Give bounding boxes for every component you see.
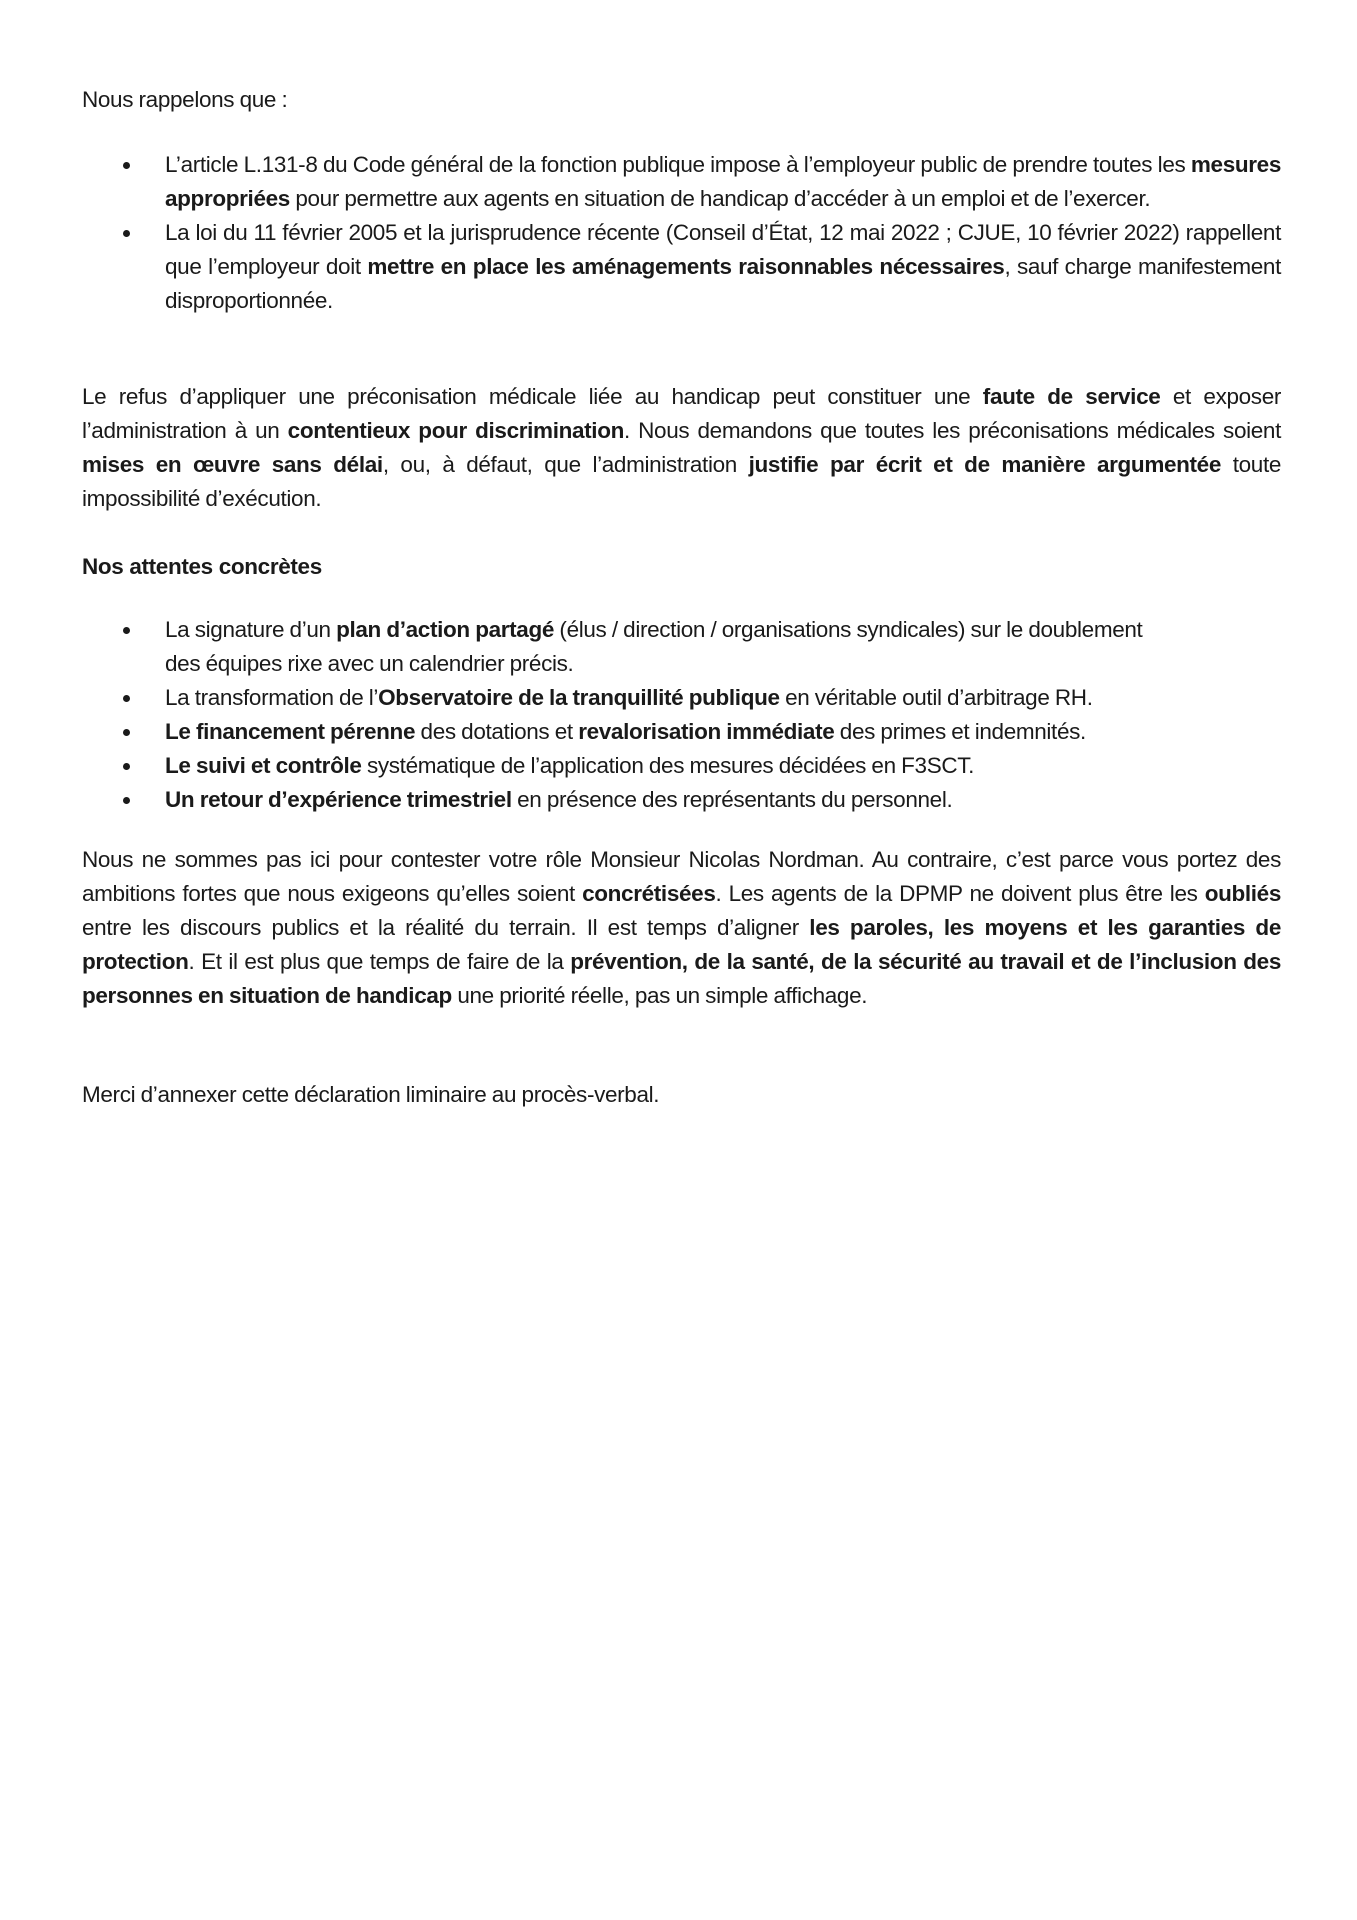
bullet-icon [123, 695, 130, 702]
bold-text: Un retour d’expérience trimestriel [165, 787, 512, 812]
expectation-text [165, 719, 1086, 744]
bold-text: Le financement pérenne [165, 719, 416, 744]
intro-line [82, 83, 1281, 117]
text-run: La loi du 11 février 2005 et la jurisprudence récente (Conseil d’État, 12 mai 2022 ; CJUE, 10 février 2022) rappellent que l’employeur doit [165, 220, 1281, 279]
expectation-text [165, 753, 974, 778]
section-heading: Nos attentes concrètes [82, 554, 322, 579]
text-run: , ou, à défaut, que l’administration [382, 452, 749, 477]
bold-text: mesures appropriées [165, 152, 1281, 211]
reminders-list [82, 148, 1281, 318]
text-run: systématique de l’application des mesures décidées en F3SCT. [361, 753, 975, 778]
text-run: . Les agents de la DPMP ne doivent plus être les [715, 881, 1205, 906]
bold-text: justifie par écrit et de manière argumentée [748, 452, 1222, 477]
text-run: des primes et indemnités. [834, 719, 1086, 744]
bullet-icon [123, 230, 130, 237]
text-run: (élus / direction / organisations syndicales) sur le doublement des équipes rixe avec un calendrier précis. [165, 617, 1143, 676]
text-run: entre les discours publics et la réalité du terrain. Il est temps d’aligner [82, 915, 810, 940]
bold-text: concrétisées [582, 881, 716, 906]
text-run: et exposer l’administration à un [82, 384, 1282, 443]
bold-text: Le suivi et contrôle [165, 753, 362, 778]
bold-text: les paroles, les moyens et les garanties de protection [82, 915, 1281, 974]
bold-text: prévention, de la santé, de la sécurité au travail et de l’inclusion des personnes en situation de handicap [82, 949, 1282, 1008]
refusal-paragraph [82, 380, 1281, 516]
list-item [82, 783, 1281, 817]
closing-text [82, 847, 1281, 1008]
list-item [82, 613, 1281, 681]
bullet-icon [123, 797, 130, 804]
text-run: . Et il est plus que temps de faire de la [188, 949, 571, 974]
text-run: pour permettre aux agents en situation de handicap d’accéder à un emploi et de l’exercer. [289, 186, 1151, 211]
text-run: La transformation de l’ [165, 685, 379, 710]
bold-text: oubliés [1204, 881, 1281, 906]
closing-paragraph [82, 843, 1281, 1013]
refusal-text [82, 384, 1281, 511]
text-run: une priorité réelle, pas un simple affichage. [451, 983, 868, 1008]
text-run: , sauf charge manifestement disproportionnée. [165, 254, 1281, 313]
bullet-icon [123, 162, 130, 169]
list-item [82, 681, 1281, 715]
bold-text: plan d’action partagé [336, 617, 555, 642]
text-run: en véritable outil d’arbitrage RH. [779, 685, 1093, 710]
text-run: L’article L.131-8 du Code général de la fonction publique impose à l’employeur public de prendre toutes les [165, 152, 1191, 177]
text-run: La signature d’un [165, 617, 337, 642]
expectation-text [165, 685, 1093, 710]
bullet-icon [123, 729, 130, 736]
reminder-text [165, 220, 1281, 313]
bold-text: mises en œuvre sans délai [82, 452, 383, 477]
bullet-icon [123, 763, 130, 770]
reminder-text [165, 152, 1281, 211]
list-item [82, 749, 1281, 783]
text-run: . Nous demandons que toutes les préconisations médicales soient [624, 418, 1281, 443]
text-run: des dotations et [415, 719, 579, 744]
final-request [82, 1078, 1281, 1112]
bold-text: contentieux pour discrimination [287, 418, 624, 443]
text-run: Le refus d’appliquer une préconisation médicale liée au handicap peut constituer une [82, 384, 983, 409]
expectation-text [165, 617, 1142, 676]
bold-text: revalorisation immédiate [578, 719, 835, 744]
expectation-text [165, 787, 952, 812]
bold-text: Observatoire de la tranquillité publique [378, 685, 780, 710]
intro-text: Nous rappelons que : [82, 87, 288, 112]
final-request-text: Merci d’annexer cette déclaration liminaire au procès-verbal. [82, 1082, 660, 1107]
list-item [82, 715, 1281, 749]
list-item [82, 216, 1281, 318]
text-run: toute impossibilité d’exécution. [82, 452, 1282, 511]
bold-text: mettre en place les aménagements raisonnables nécessaires [367, 254, 1005, 279]
text-run: en présence des représentants du personnel. [511, 787, 953, 812]
expectations-list [82, 613, 1281, 817]
list-item [82, 148, 1281, 216]
bold-text: faute de service [982, 384, 1161, 409]
bullet-icon [123, 627, 130, 634]
text-run: Nous ne sommes pas ici pour contester votre rôle Monsieur Nicolas Nordman. Au contraire, c’est parce vous portez des ambitions fortes que nous exigeons qu’elles soient [82, 847, 1281, 906]
